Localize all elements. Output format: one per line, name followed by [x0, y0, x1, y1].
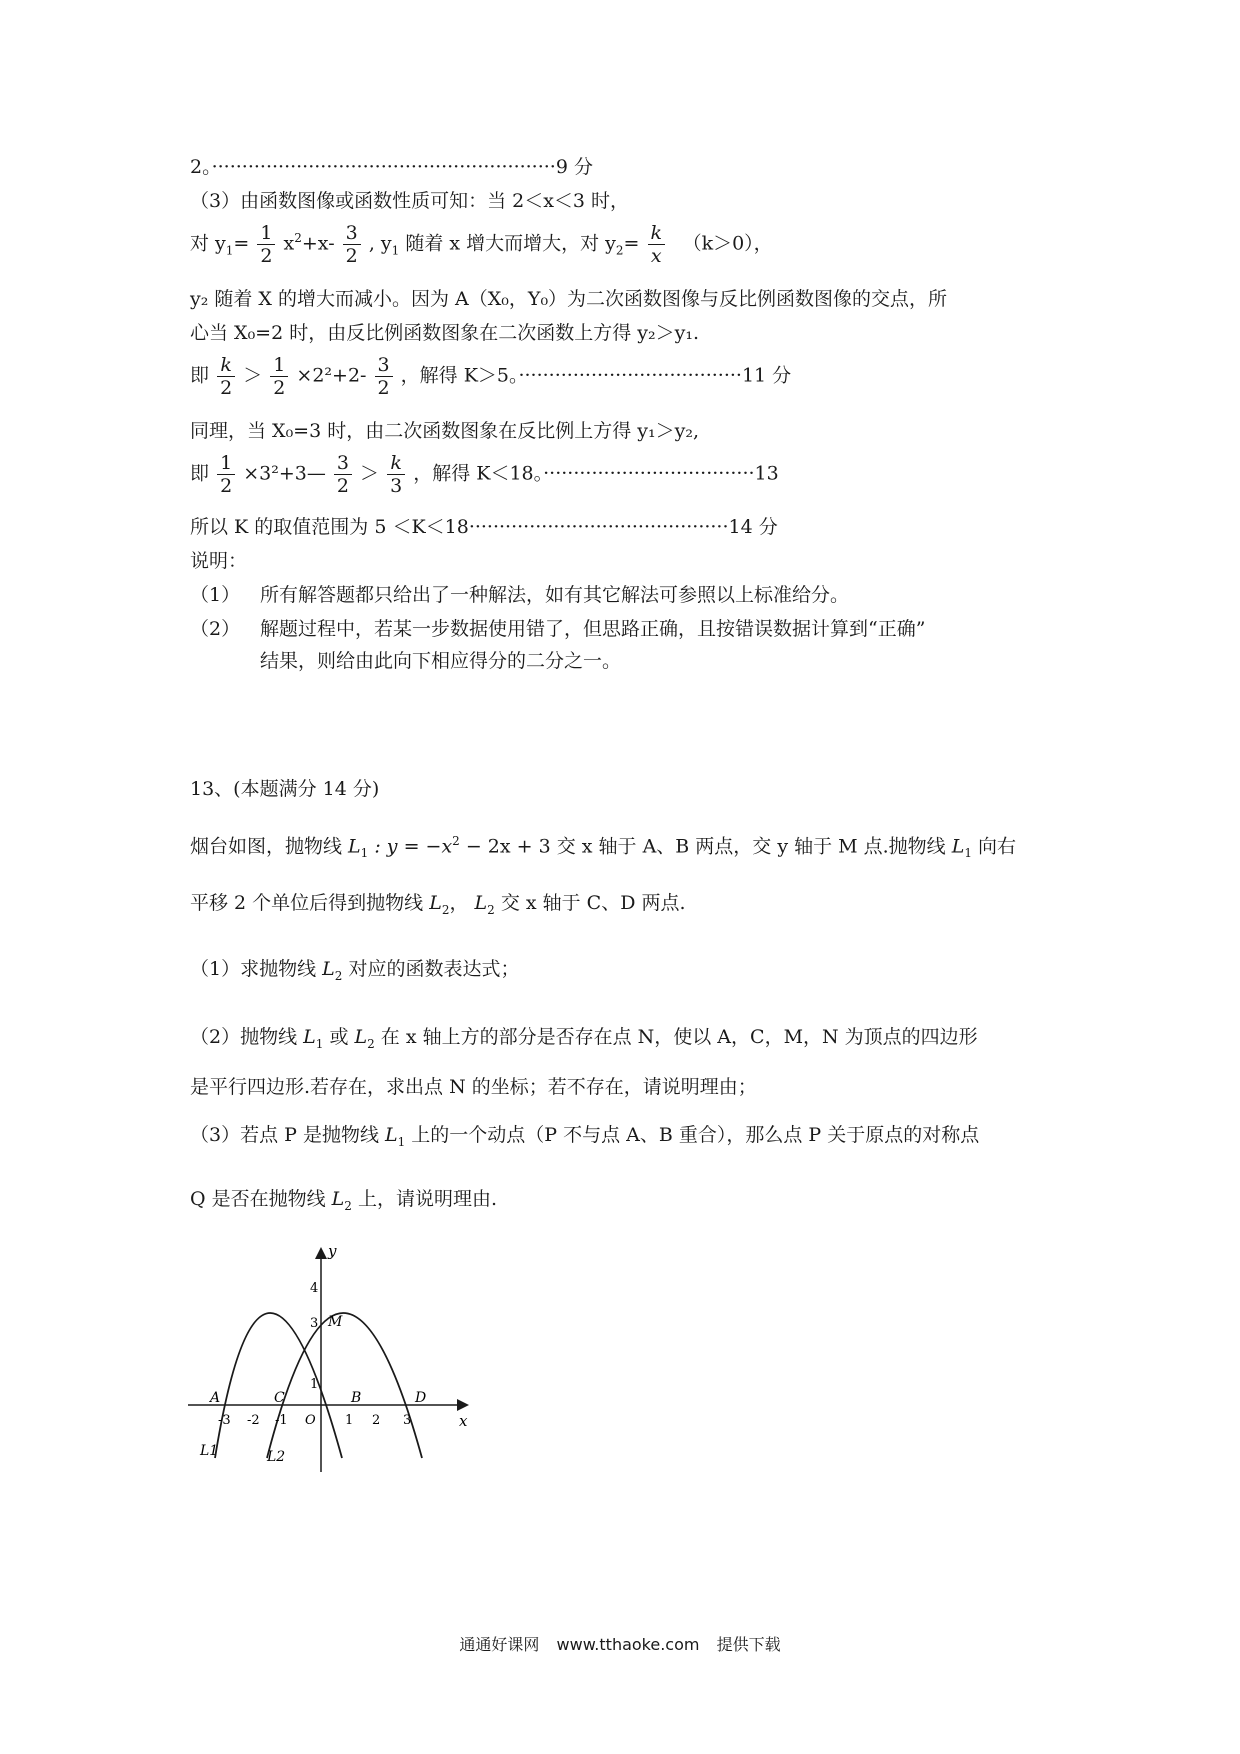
curve-l2 — [267, 1313, 422, 1458]
x-tick-1: 1 — [345, 1413, 354, 1428]
problem-title: 13、(本题满分 14 分) — [190, 778, 380, 800]
question-1: （1）求抛物线 $L_2$ 对应的函数表达式； — [190, 958, 520, 983]
fraction: $\frac{3}{2}$ — [334, 452, 352, 497]
point-m-label: M — [328, 1314, 343, 1330]
fraction: $\frac{k}{3}$ — [387, 452, 405, 497]
question-2-continued: 是平行四边形.若存在，求出点 N 的坐标；若不存在，请说明理由； — [190, 1076, 757, 1098]
curve-l2-label: L2 — [267, 1449, 286, 1465]
footer-url[interactable]: www.tthaoke.com — [556, 1635, 700, 1654]
x-tick-neg1: -1 — [275, 1413, 288, 1428]
fraction: $\frac{k}{x}$ — [648, 222, 666, 267]
question-3-continued: Q 是否在抛物线 $L_2$ 上，请说明理由. — [190, 1188, 498, 1213]
x-tick-3: 3 — [403, 1413, 412, 1428]
fraction: $\frac{3}{2}$ — [343, 222, 361, 267]
y-tick-1: 1 — [310, 1377, 319, 1392]
y-axis-label: y — [328, 1242, 337, 1260]
origin-label: O — [305, 1413, 316, 1428]
question-3: （3）若点 P 是抛物线 $L_1$ 上的一个动点（P 不与点 A、B 重合），那么点 P 关于原点的对称点 — [190, 1124, 980, 1149]
y-tick-4: 4 — [310, 1281, 319, 1296]
notes-heading: 说明： — [190, 550, 248, 572]
solution-inequality-1: 即 $\frac{k}{2}$ ＞ $\frac{1}{2}$ ×2²+2- $\frac{3}{2}$ ，解得 K＞5。·····································11 分 — [190, 354, 792, 399]
footer-site-name: 通通好课网 — [459, 1635, 540, 1654]
y-tick-3: 3 — [310, 1316, 319, 1331]
fraction: $\frac{1}{2}$ — [257, 222, 275, 267]
fraction: $\frac{1}{2}$ — [217, 452, 235, 497]
curve-l1 — [215, 1313, 342, 1458]
x-tick-2: 2 — [372, 1413, 381, 1428]
problem-statement-2: 平移 2 个单位后得到抛物线 $L_2$， $L_2$ 交 x 轴于 C、D 两点. — [190, 892, 686, 917]
solution-line-x0-2: 心当 X₀=2 时，由反比例函数图象在二次函数上方得 y₂＞y₁. — [190, 322, 700, 344]
x-axis-label: x — [459, 1412, 468, 1430]
fraction: $\frac{1}{2}$ — [270, 354, 288, 399]
score-line-9: 2。·························································9 分 — [190, 156, 593, 178]
point-c-label: C — [274, 1390, 285, 1406]
note-2-continued: 结果，则给由此向下相应得分的二分之一。 — [260, 650, 622, 672]
curve-l1-label: L1 — [200, 1443, 219, 1459]
fraction: $\frac{k}{2}$ — [217, 354, 235, 399]
solution-line-decreasing: y₂ 随着 X 的增大而减小。因为 A（X₀，Y₀）为二次函数图像与反比例函数图像的交点，所 — [190, 288, 948, 310]
note-1: （1） 所有解答题都只给出了一种解法，如有其它解法可参照以上标准给分。 — [190, 584, 850, 606]
solution-inequality-2: 即 $\frac{1}{2}$ ×3²+3— $\frac{3}{2}$ ＞ $\frac{k}{3}$ ，解得 K＜18。···································13 — [190, 452, 779, 497]
problem-statement-1: 烟台如图，抛物线 $L_1$ : $y = -x^2 - 2x + 3$ 交 x 轴于 A、B 两点，交 y 轴于 M 点.抛物线 $L_1$ 向右 — [190, 834, 1017, 861]
question-2: （2）抛物线 $L_1$ 或 $L_2$ 在 x 轴上方的部分是否存在点 N，使以 A，C，M，N 为顶点的四边形 — [190, 1026, 978, 1051]
solution-conclusion: 所以 K 的取值范围为 5 ＜K＜18···········································14 分 — [190, 516, 778, 538]
page-footer — [0, 1632, 1240, 1655]
point-d-label: D — [415, 1390, 427, 1406]
point-a-label: A — [210, 1390, 221, 1406]
note-2: （2） 解题过程中，若某一步数据使用错了，但思路正确，且按错误数据计算到“正确” — [190, 618, 926, 640]
fraction: $\frac{3}{2}$ — [375, 354, 393, 399]
x-tick-neg2: -2 — [247, 1413, 260, 1428]
solution-part3-intro: （3）由函数图像或函数性质可知：当 2＜x＜3 时， — [190, 190, 630, 212]
x-tick-neg3: -3 — [218, 1413, 231, 1428]
point-b-label: B — [351, 1390, 362, 1406]
parabola-figure — [180, 1240, 480, 1480]
footer-suffix: 提供下载 — [716, 1635, 781, 1654]
solution-line-x0-3: 同理，当 X₀=3 时，由二次函数图象在反比例上方得 y₁＞y₂, — [190, 420, 700, 442]
solution-line-y1-y2: 对 $y_1=$ $\frac{1}{2}$ $x^2+x-$ $\frac{3}{2}$ , $y_1$ 随着 x 增大而增大，对 $y_2=$ $\frac{k}{x}$ （k＞0）， — [190, 222, 773, 267]
